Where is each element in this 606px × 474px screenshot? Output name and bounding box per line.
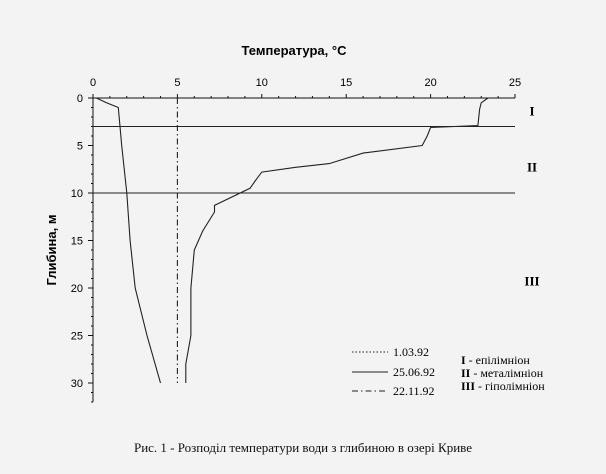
- y-axis-label: Глибина, м: [44, 214, 59, 286]
- y-tick-label: 15: [70, 235, 83, 248]
- x-tick-label: 25: [508, 77, 522, 89]
- zone-legend-2: [461, 366, 544, 380]
- zone-legend-text: - металімніон: [473, 366, 544, 380]
- y-tick-label: 5: [76, 140, 83, 153]
- x-tick-label: 10: [255, 77, 268, 89]
- y-tick-label: 0: [76, 93, 83, 105]
- y-tick-label: 25: [70, 330, 83, 343]
- zone-legend-3: [461, 379, 545, 393]
- zone-legend-1: [461, 353, 530, 367]
- zone-legend-text: - епілімніон: [468, 353, 530, 367]
- series-line-2: [186, 98, 488, 383]
- legend-label-1: 1.03.92: [393, 345, 429, 359]
- series-line-4: [96, 98, 160, 383]
- zone-legend-roman: II: [461, 366, 474, 380]
- zone-legend-roman: I: [461, 353, 469, 367]
- zone-legend-roman: III: [461, 379, 479, 393]
- x-axis-label: Температура, °C: [241, 43, 347, 58]
- y-tick-label: 20: [70, 283, 83, 295]
- legend-label-2: 25.06.92: [393, 365, 435, 379]
- x-tick-label: 15: [340, 77, 353, 89]
- x-tick-label: 20: [424, 77, 437, 89]
- zone-legend-text: - гіполімніон: [478, 379, 545, 393]
- figure-caption: Рис. 1 - Розподіл температури води з глибиною в озері Криве: [133, 440, 473, 455]
- y-tick-label: 30: [70, 378, 83, 390]
- zone-label-1: I: [529, 103, 535, 119]
- x-tick-label: 5: [174, 77, 181, 89]
- legend-label-3: 22.11.92: [393, 384, 435, 398]
- x-tick-label: 0: [89, 77, 97, 89]
- zone-label-2: II: [526, 159, 538, 175]
- y-tick-label: 10: [70, 188, 83, 200]
- zone-label-3: III: [524, 273, 540, 289]
